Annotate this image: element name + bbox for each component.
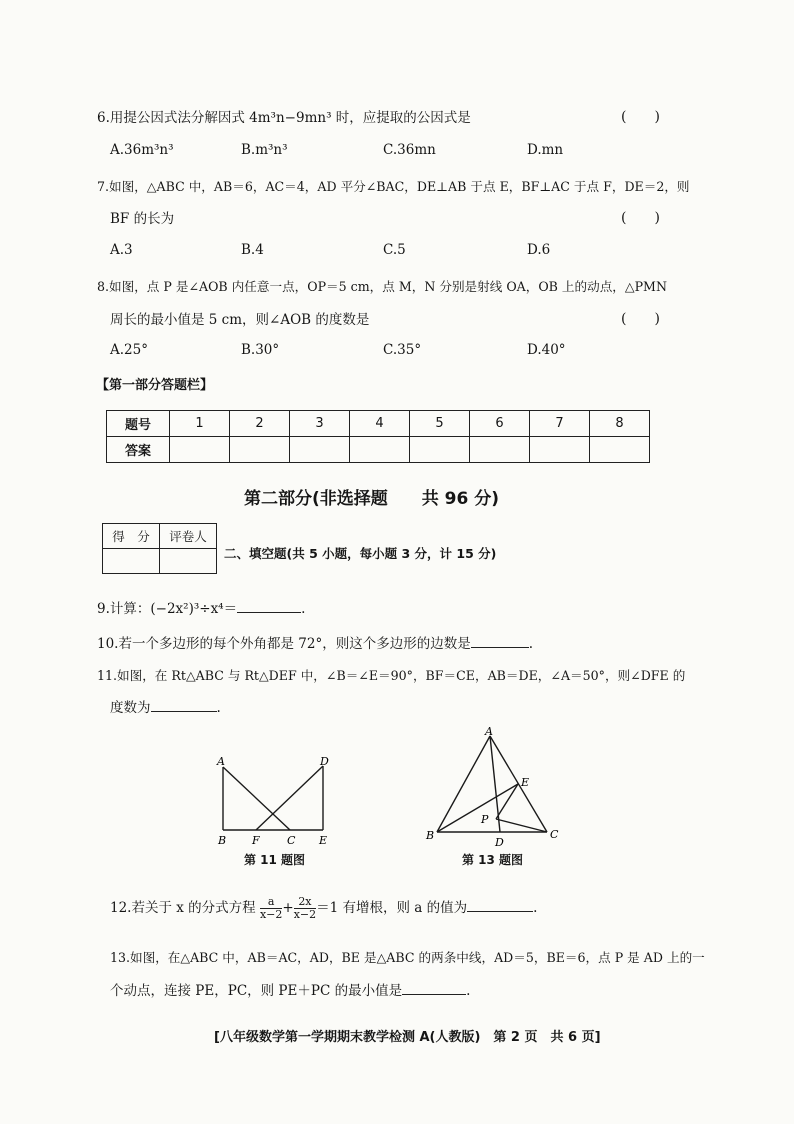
fig11-segment-fd bbox=[256, 766, 323, 830]
fig13-segment-be bbox=[437, 784, 518, 832]
answer-cell-1[interactable] bbox=[170, 437, 230, 463]
q13-text: 个动点，连接 PE，PC，则 PE＋PC 的最小值是 bbox=[110, 983, 403, 999]
answer-cell-5[interactable] bbox=[410, 437, 470, 463]
q12-fraction-2 bbox=[294, 896, 316, 921]
figure-11 bbox=[210, 752, 340, 852]
q12-pre: 12.若关于 x 的分式方程 bbox=[110, 900, 256, 916]
q7-line2: BF 的长为 bbox=[110, 211, 175, 227]
fig11-caption: 第 11 题图 bbox=[244, 853, 306, 867]
question-number-2: 2 bbox=[230, 411, 290, 437]
q12-plus: + bbox=[282, 900, 294, 916]
fig13-label-b: B bbox=[426, 829, 435, 842]
fig13-segment-pc bbox=[496, 819, 547, 832]
answer-bar-label: 【第一部分答题栏】 bbox=[96, 378, 214, 393]
answer-table-number-row bbox=[107, 411, 650, 437]
section2-title: 二、填空题(共 5 小题，每小题 3 分，计 15 分) bbox=[224, 546, 497, 561]
q13-line1: 13.如图，在△ABC 中，AB＝AC，AD，BE 是△ABC 的两条中线，AD＝5，BE＝6，点 P 是 AD 上的一 bbox=[110, 950, 705, 965]
fig11-label-f: F bbox=[252, 834, 260, 847]
grader-cell[interactable] bbox=[160, 549, 217, 574]
fig13-label-c: C bbox=[550, 828, 559, 841]
fig13-segment-pe bbox=[496, 784, 518, 819]
q8-option-d: D.40° bbox=[527, 342, 566, 358]
q12-frac1-num: a bbox=[260, 896, 282, 909]
score-cell[interactable] bbox=[103, 549, 160, 574]
q11-line2: 度数为 . bbox=[110, 696, 221, 716]
answer-table-answer-row bbox=[107, 437, 650, 463]
q7-line1: 7.如图，△ABC 中，AB＝6，AC＝4，AD 平分∠BAC，DE⊥AB 于点 E，BF⊥AC 于点 F，DE＝2，则 bbox=[97, 179, 690, 194]
answer-cell-4[interactable] bbox=[350, 437, 410, 463]
q11-text: 度数为 bbox=[110, 700, 151, 716]
question-number-6: 6 bbox=[470, 411, 530, 437]
q9-text: 9.计算：(−2x²)³÷x⁴＝ bbox=[97, 601, 238, 617]
q13-line2: 个动点，连接 PE，PC，则 PE＋PC 的最小值是 . bbox=[110, 979, 470, 999]
part2-title: 第二部分(非选择题 共 96 分) bbox=[244, 489, 500, 509]
q10-text: 10.若一个多边形的每个外角都是 72°，则这个多边形的边数是 bbox=[97, 636, 471, 652]
fig13-label-d: D bbox=[495, 836, 504, 849]
q7-option-a: A.3 bbox=[110, 242, 133, 258]
answer-cell-2[interactable] bbox=[230, 437, 290, 463]
question-number-8: 8 bbox=[590, 411, 650, 437]
grader-label: 评卷人 bbox=[160, 524, 217, 549]
q6-stem: 6.用提公因式法分解因式 4m³n−9mn³ 时，应提取的公因式是 bbox=[97, 110, 471, 126]
question-number-3: 3 bbox=[290, 411, 350, 437]
answer-cell-6[interactable] bbox=[470, 437, 530, 463]
q8-line2: 周长的最小值是 5 cm，则∠AOB 的度数是 bbox=[110, 312, 370, 328]
q12-frac1-den: x−2 bbox=[259, 908, 283, 921]
fig11-label-d: D bbox=[320, 755, 329, 768]
q10-line: 10.若一个多边形的每个外角都是 72°，则这个多边形的边数是 . bbox=[97, 632, 533, 652]
figure-13 bbox=[420, 724, 568, 852]
q6-option-a: A.36m³n³ bbox=[110, 142, 174, 158]
fig11-segment-ac bbox=[223, 767, 290, 830]
q6-option-d: D.mn bbox=[527, 142, 564, 158]
fig13-label-e: E bbox=[521, 776, 530, 789]
q9-blank[interactable] bbox=[237, 598, 301, 613]
q8-line1: 8.如图，点 P 是∠AOB 内任意一点，OP＝5 cm，点 M，N 分别是射线 OA，OB 上的动点，△PMN bbox=[97, 279, 667, 294]
q6-option-c: C.36mn bbox=[383, 142, 436, 158]
q9-line: 9.计算：(−2x²)³÷x⁴＝ . bbox=[97, 597, 305, 617]
q13-blank[interactable] bbox=[402, 980, 466, 995]
page-footer: [八年级数学第一学期期末教学检测 A(人教版) 第 2 页 共 6 页] bbox=[214, 1030, 601, 1045]
answer-table-number-header: 题号 bbox=[107, 411, 170, 437]
q7-option-d: D.6 bbox=[527, 242, 551, 258]
q12-line: 12.若关于 x 的分式方程 $\frac{a}{x-2}$ + $\frac{2x}{x-2}$ ＝1 有增根，则 a 的值为 . bbox=[110, 895, 538, 921]
q7-option-c: C.5 bbox=[383, 242, 406, 258]
q12-blank[interactable] bbox=[467, 897, 533, 912]
question-number-5: 5 bbox=[410, 411, 470, 437]
q12-fraction-1 bbox=[260, 896, 282, 921]
q8-option-b: B.30° bbox=[241, 342, 280, 358]
question-number-7: 7 bbox=[530, 411, 590, 437]
answer-cell-3[interactable] bbox=[290, 437, 350, 463]
fig11-label-b: B bbox=[218, 834, 227, 847]
q12-frac2-den: x−2 bbox=[293, 908, 317, 921]
score-label: 得 分 bbox=[103, 524, 160, 549]
fig11-label-a: A bbox=[217, 755, 225, 768]
q6-option-b: B.m³n³ bbox=[241, 142, 288, 158]
answer-table-answer-header: 答案 bbox=[107, 437, 170, 463]
answer-table bbox=[106, 410, 650, 463]
q11-line1: 11.如图，在 Rt△ABC 与 Rt△DEF 中，∠B＝∠E＝90°，BF＝CE，AB＝DE，∠A＝50°，则∠DFE 的 bbox=[97, 668, 686, 683]
score-box bbox=[102, 523, 217, 574]
fig13-label-p: P bbox=[481, 813, 489, 826]
question-number-1: 1 bbox=[170, 411, 230, 437]
q12-post: ＝1 有增根，则 a 的值为 bbox=[316, 900, 468, 916]
fig11-label-e: E bbox=[319, 834, 328, 847]
fig13-caption: 第 13 题图 bbox=[462, 853, 524, 867]
answer-cell-7[interactable] bbox=[530, 437, 590, 463]
q7-answer-paren: ( ) bbox=[621, 210, 660, 226]
answer-cell-8[interactable] bbox=[590, 437, 650, 463]
q6-answer-paren: ( ) bbox=[621, 109, 660, 125]
q11-blank[interactable] bbox=[151, 697, 217, 712]
q12-frac2-num: 2x bbox=[294, 896, 316, 909]
q8-answer-paren: ( ) bbox=[621, 311, 660, 327]
fig13-label-a: A bbox=[485, 725, 493, 738]
q8-option-c: C.35° bbox=[383, 342, 422, 358]
question-number-4: 4 bbox=[350, 411, 410, 437]
fig11-label-c: C bbox=[287, 834, 296, 847]
q8-option-a: A.25° bbox=[110, 342, 148, 358]
q10-blank[interactable] bbox=[471, 633, 529, 648]
q7-option-b: B.4 bbox=[241, 242, 264, 258]
